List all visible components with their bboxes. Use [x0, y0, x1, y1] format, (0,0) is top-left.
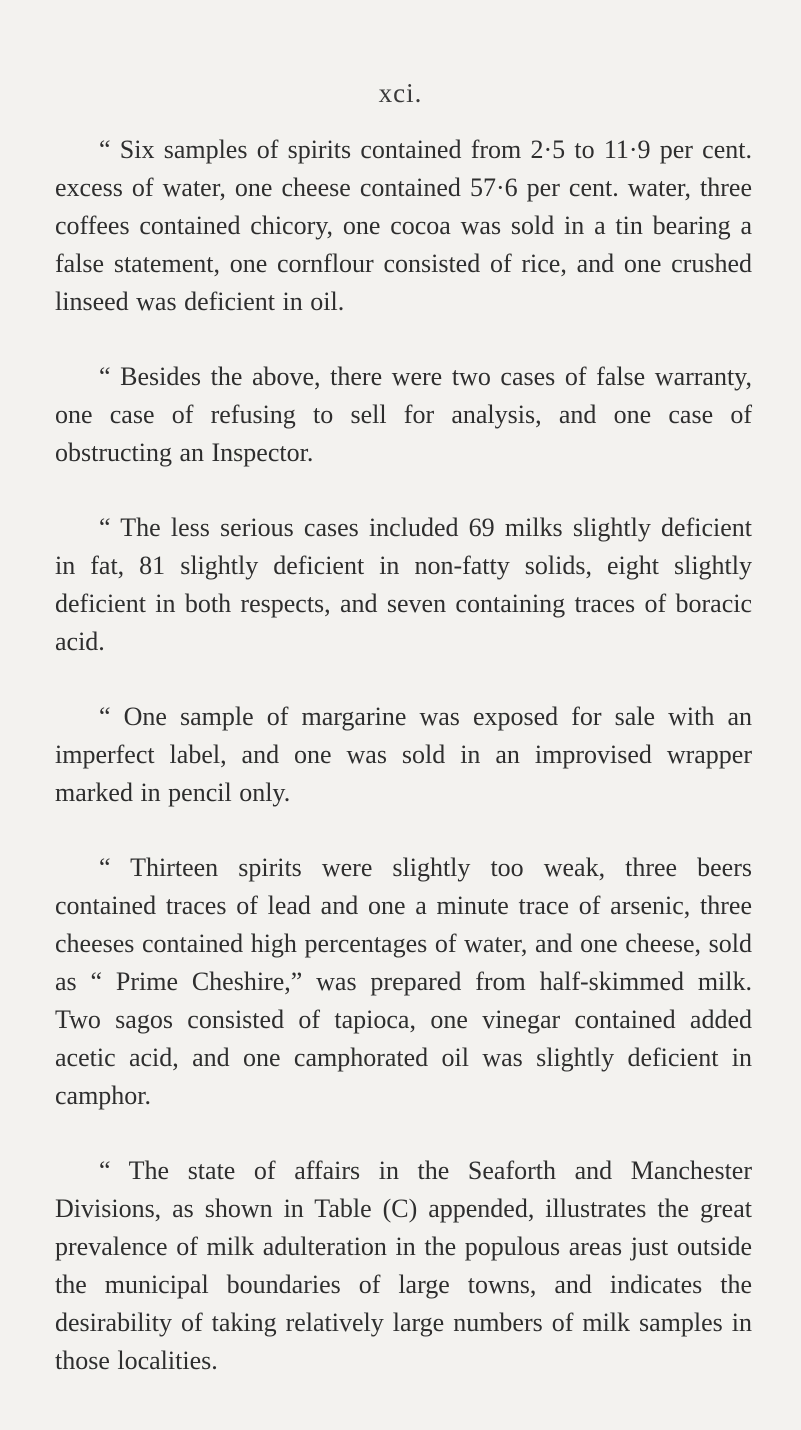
- paragraph-state-of-affairs: “ The state of affairs in the Seaforth and Manchester Divisions, as shown in Table (C) appended, illustrates the great prevalence of milk adulteration in the populous areas just outside the municipal boundaries of large towns, and indicates the desirability of taking relatively large numbers of milk samples in those localities.: [55, 1156, 752, 1375]
- page-number: xci.: [378, 78, 423, 108]
- paragraph-thirteen-spirits: “ Thirteen spirits were slightly too weak, three beers contained traces of lead and one a minute trace of arsenic, three cheeses contained high percentages of water, and one cheese, sold as “ Prime Cheshire,” was prepared from half-skimmed milk. Two sagos consisted of tapioca, one vinegar contained added acetic acid, and one camphorated oil was slightly deficient in camphor.: [55, 853, 752, 1110]
- paragraph-false-warranty: “ Besides the above, there were two cases of false warranty, one case of refusing to sell for analysis, and one case of obstructing an Inspector.: [55, 362, 752, 467]
- paragraph-less-serious-cases: “ The less serious cases included 69 milks slightly deficient in fat, 81 slightly deficient in non-fatty solids, eight slightly deficient in both respects, and seven containing traces of boracic acid.: [55, 513, 752, 656]
- paragraph-margarine: “ One sample of margarine was exposed for sale with an imperfect label, and one was sold in an improvised wrapper marked in pencil only.: [55, 702, 752, 807]
- paragraph-spirits-samples: “ Six samples of spirits contained from 2·5 to 11·9 per cent. excess of water, one cheese contained 57·6 per cent. water, three coffees contained chicory, one cocoa was sold in a tin bearing a false statement, one cornflour consisted of rice, and one crushed linseed was deficient in oil.: [55, 135, 752, 316]
- body-text: [55, 131, 752, 1417]
